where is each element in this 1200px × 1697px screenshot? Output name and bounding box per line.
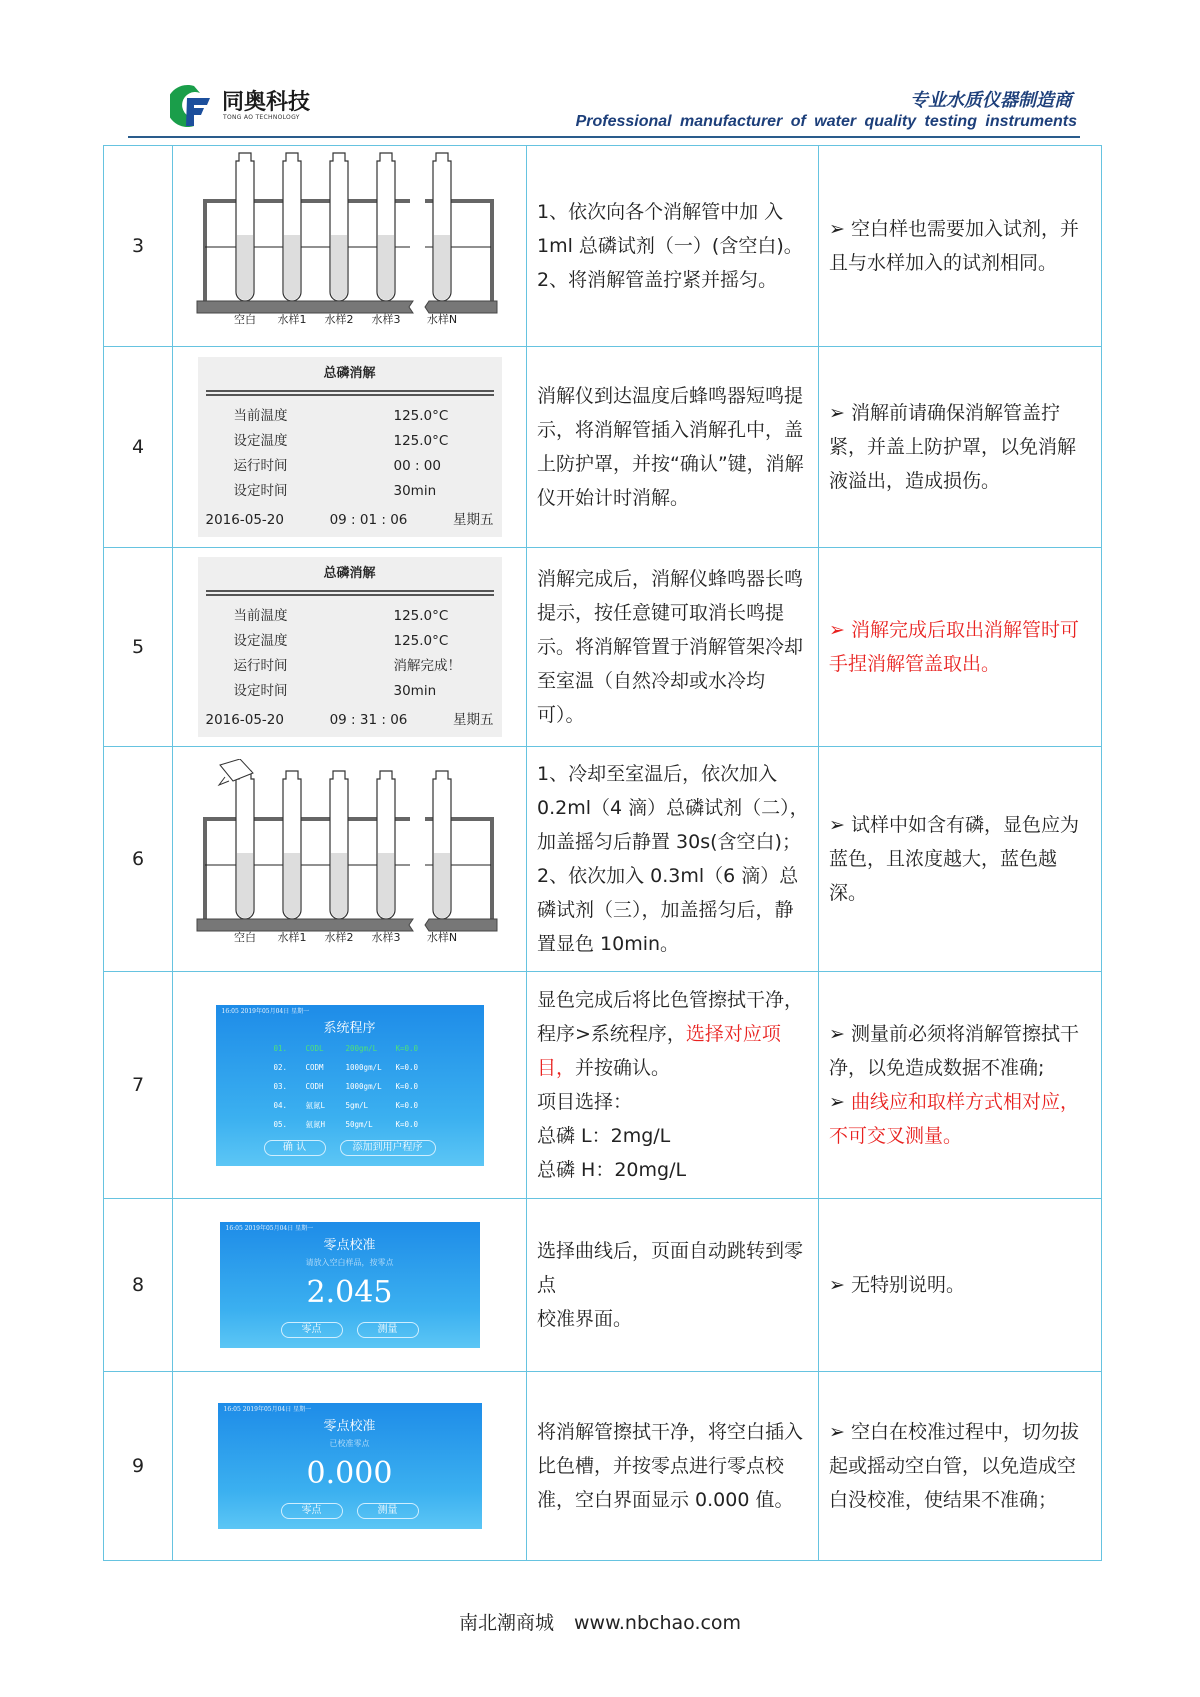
program-cell: K=0.0 [395,1081,419,1091]
tube-liquid [284,235,300,300]
text-part: 总磷 H：20mg/L [537,1159,687,1181]
program-cell: 05. [273,1119,288,1129]
text-part: 显色完成后将比色管擦拭干净，程序>系统程序， [537,989,804,1045]
screen-row [206,479,494,504]
test-tube-rack-icon [185,759,515,959]
program-cell: 50gm/L [345,1119,373,1129]
step-number: 5 [104,548,173,747]
screen-row [206,404,494,429]
label: 设定温度 [233,633,288,649]
screen-row [206,454,494,479]
program-cell: 氨氮H [305,1119,326,1129]
step-number: 9 [104,1372,173,1561]
value: 30min [393,483,437,499]
tube-label: 水样3 [371,931,400,944]
step-text [527,972,819,1199]
tube-liquid [378,853,394,918]
screen-row [206,629,494,654]
screen-hint: 已校准零点 [329,1439,370,1448]
test-tube-rack-icon [185,151,515,341]
program-cell: 1000gm/L [345,1062,382,1072]
step-text: 校准界面。 [537,1308,633,1330]
screen-footer [206,708,494,733]
tube-liquid [378,235,394,300]
value: 125.0°C [393,433,449,449]
screen-row [206,679,494,704]
step-number: 8 [104,1199,173,1372]
text-part: 项目选择： [537,1091,633,1113]
table-row [104,1199,1102,1372]
text-part: 总磷 L：2mg/L [537,1125,671,1147]
table-row [104,972,1102,1199]
footer-site: 南北潮商城 [458,1612,554,1634]
tube-liquid [434,235,450,300]
tube-liquid [237,853,253,918]
note-highlight: 曲线应和取样方式相对应，不可交叉测量。 [829,1091,1079,1147]
tube-liquid [331,853,347,918]
table-row [104,1372,1102,1561]
program-cell: 01. [273,1043,288,1053]
tube-liquid [331,235,347,300]
label: 运行时间 [233,658,288,674]
value: 125.0°C [393,608,449,624]
screen-title: 总磷消解 [323,366,376,381]
step-text: 2、将消解管盖拧紧并摇匀。 [537,269,778,291]
screen-title: 总磷消解 [323,566,376,581]
step-text: 消解仪到达温度后蜂鸣器短鸣提示，将消解管插入消解孔中，盖上防护罩，并按“确认”键，消解仪开始计时消解。 [527,347,819,548]
procedure-table [103,145,1102,1561]
date: 2016-05-20 [205,712,284,728]
program-row[interactable] [216,1115,484,1134]
zero-button[interactable]: 零点 [281,1322,343,1338]
date: 2016-05-20 [205,512,284,528]
value: 125.0°C [393,408,449,424]
step-text: 1、依次向各个消解管中加 入 [537,201,784,223]
rack-base [197,301,413,313]
footer-url[interactable]: www.nbchao.com [574,1612,742,1634]
step-number: 6 [104,747,173,972]
step-text: 将消解管擦拭干净，将空白插入比色槽，并按零点进行零点校准，空白界面显示 0.000 值。 [527,1372,819,1561]
slogan: 专业水质仪器制造商 [910,90,1072,111]
screen-title: 零点校准 [323,1419,376,1434]
rack-base [425,301,497,313]
label: 设定温度 [233,433,288,449]
label: 当前温度 [233,608,288,624]
company-logo [170,84,310,128]
screen-footer [206,508,494,533]
program-cell: 04. [273,1100,288,1110]
table-row [104,747,1102,972]
confirm-button[interactable]: 确 认 [264,1140,326,1156]
step-note: ➢ 无特别说明。 [819,1199,1102,1372]
logo-icon [170,84,218,128]
step-note: ➢ 空白样也需要加入试剂，并且与水样加入的试剂相同。 [819,146,1102,347]
divider [206,390,494,396]
tube-liquid [237,235,253,300]
bullet-arrow-icon: ➢ [829,1091,851,1113]
step-note: ➢ 消解前请确保消解管盖拧紧，并盖上防护罩，以免消解液溢出，造成损伤。 [819,347,1102,548]
zero-button[interactable]: 零点 [281,1503,343,1519]
program-cell: 03. [273,1081,288,1091]
step-note: ➢ 空白在校准过程中，切勿拔起或摇动空白管，以免造成空白没校准，使结果不准确； [819,1372,1102,1561]
program-cell: 1000gm/L [345,1081,382,1091]
rack-base [197,919,413,931]
step-number: 7 [104,972,173,1199]
status-bar: 16:05 2019年05月04日 星期一 [223,1406,312,1413]
program-cell: K=0.0 [395,1043,419,1053]
tube-liquid [434,853,450,918]
note-part: ➢ 测量前必须将消解管擦拭干净，以免造成数据不准确; [829,1023,1079,1079]
header-divider [128,136,1080,138]
screen-title: 系统程序 [323,1020,376,1036]
screen-row [206,654,494,679]
tube-illustration [173,747,527,972]
step-number: 3 [104,146,173,347]
text-part: 并按确认。 [575,1057,671,1079]
tube-liquid [284,853,300,918]
zero-calibration-screen [218,1403,482,1529]
tube-label: 水样N [426,931,457,944]
digestion-screen [198,357,502,537]
table-row [104,548,1102,747]
step-text: 选择曲线后，页面自动跳转到零点 [537,1240,804,1296]
screen-row [206,429,494,454]
step-note: ➢ 消解完成后取出消解管时可手捏消解管盖取出。 [819,548,1102,747]
tube-label: 水样2 [324,931,353,944]
text-highlight: 选择对应项目， [537,1023,781,1079]
reading-value: 2.045 [306,1275,393,1310]
tube-label: 空白 [233,313,256,326]
reading-value: 0.000 [306,1456,393,1491]
zero-calibration-screen [220,1222,480,1348]
program-cell: K=0.0 [395,1100,419,1110]
logo-name: 同奥科技 [222,89,311,115]
tube-label: 水样3 [371,313,400,326]
program-cell: K=0.0 [395,1062,419,1072]
tube-label: 空白 [233,931,256,944]
label: 设定时间 [233,483,288,499]
step-number: 4 [104,347,173,548]
table-row [104,146,1102,347]
program-cell: 5gm/L [345,1100,369,1110]
step-text: 1、冷却至室温后，依次加入0.2ml（4 滴）总磷试剂（二），加盖摇匀后静置 30s(含空白)；2、依次加入 0.3ml（6 滴）总磷试剂（三），加盖摇匀后，静置显色 10min。 [527,747,819,972]
program-cell: 02. [273,1062,288,1072]
weekday: 星期五 [452,712,494,728]
measure-button[interactable]: 测量 [357,1503,419,1519]
screen-title: 零点校准 [323,1238,376,1253]
program-cell: 氨氮L [305,1100,326,1110]
value: 00 : 00 [393,458,441,474]
step-text: 1ml 总磷试剂（一）(含空白)。 [537,235,803,257]
label: 当前温度 [233,408,288,424]
screen-row [206,604,494,629]
step-note [819,972,1102,1199]
logo-subtitle: TONG AO TECHNOLOGY [223,113,300,121]
tube-illustration [173,146,527,347]
tube-label: 水样1 [277,931,306,944]
add-user-program-button[interactable]: 添加到用户程序 [340,1140,436,1156]
program-cell: 200gm/L [345,1043,378,1053]
program-row[interactable] [216,1096,484,1115]
status-bar: 16:05 2019年05月04日 星期一 [225,1225,314,1232]
tube-label: 水样N [426,313,457,326]
slogan-english: Professional manufacturer of water quality testing instruments [575,113,1077,130]
label: 运行时间 [233,458,288,474]
screen-hint: 请放入空白样品，按零点 [305,1258,394,1267]
table-row [104,347,1102,548]
program-row[interactable] [216,1039,484,1058]
label: 设定时间 [233,683,288,699]
program-cell: CODL [305,1043,324,1053]
tube-label: 水样2 [324,313,353,326]
system-program-screen [216,1005,484,1166]
value: 125.0°C [393,633,449,649]
program-cell: CODM [305,1062,324,1072]
dropper-tip-icon [219,777,229,785]
weekday: 星期五 [452,512,494,528]
divider [206,590,494,596]
step-text: 消解完成后，消解仪蜂鸣器长鸣提示，按任意键可取消长鸣提示。将消解管置于消解管架冷却至室温（自然冷却或水冷均可）。 [527,548,819,747]
status-bar: 16:05 2019年05月04日 星期一 [221,1007,310,1015]
program-row[interactable] [216,1058,484,1077]
footer [0,1608,1200,1635]
rack-base [425,919,497,931]
program-cell: CODH [305,1081,324,1091]
digestion-screen [198,557,502,737]
step-note: ➢ 试样中如含有磷，显色应为蓝色，且浓度越大，蓝色越深。 [819,747,1102,972]
tube-label: 水样1 [277,313,306,326]
measure-button[interactable]: 测量 [357,1322,419,1338]
program-row[interactable] [216,1077,484,1096]
program-cell: K=0.0 [395,1119,419,1129]
time: 09 : 01 : 06 [329,512,408,528]
value: 消解完成！ [393,658,461,674]
value: 30min [393,683,437,699]
time: 09 : 31 : 06 [329,712,408,728]
